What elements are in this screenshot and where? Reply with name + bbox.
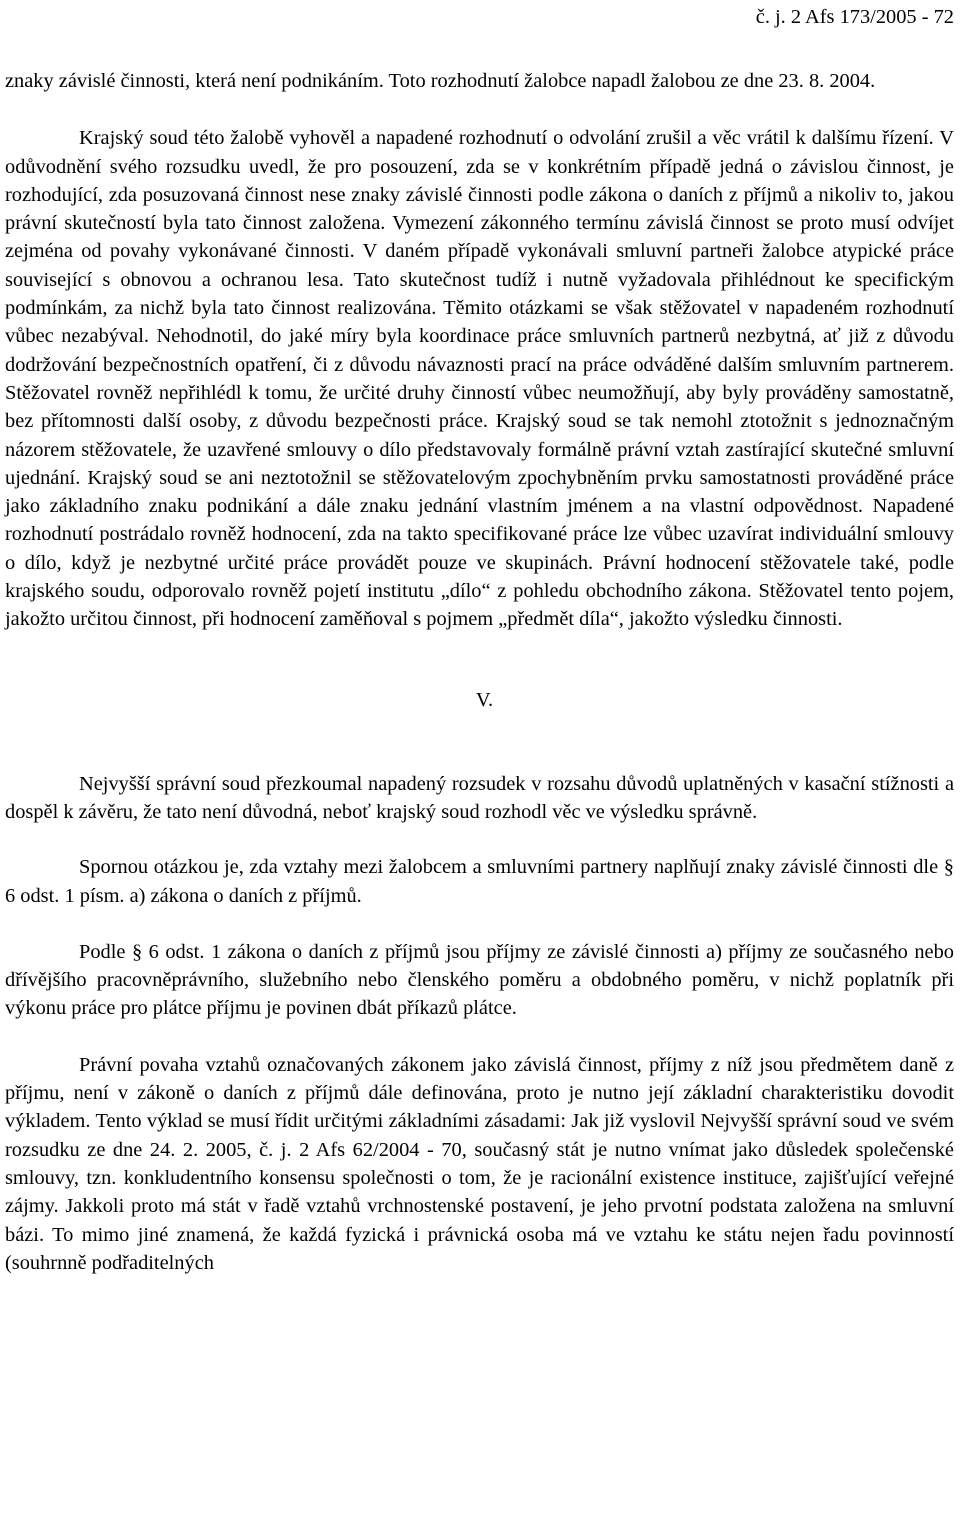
paragraph-regional-court: Krajský soud této žalobě vyhověl a napadené rozhodnutí o odvolání zrušil a věc vrátil k dalšímu řízení. V odůvodnění svého rozsudku uvedl, že pro posouzení, zda se v konkrétním případě jedná o závislou činnost, je rozhodující, zda posuzovaná činnost nese znaky závislé činnosti podle zákona o daních z příjmů a nikoliv to, jakou právní skutečností byla tato činnost založena. Vymezení zákonného termínu závislá činnost se proto musí odvíjet zejména od povahy vykonávané činnosti. V daném případě vykonávali smluvní partneři žalobce atypické práce související s obnovou a ochranou lesa. Tato skutečnost tudíž i nutně vyžadovala přihlédnout ke specifickým podmínkám, za nichž byla tato činnost realizována. Těmito otázkami se však stěžovatel v napadeném rozhodnutí vůbec nezabýval. Nehodnotil, do jaké míry byla koordinace práce smluvních partnerů nezbytná, ať již z důvodu dodržování bezpečnostních opatření, či z důvodu návaznosti prací na práce odváděné dalším smluvním partnerem. Stěžovatel rovněž nepřihlédl k tomu, že určité druhy činností vůbec neumožňují, aby byly prováděny samostatně, bez přítomnosti další osoby, z důvodu bezpečnosti práce. Krajský soud se tak nemohl ztotožnit s jednoznačným názorem stěžovatele, že uzavřené smlouvy o dílo představovaly formálně právní vztah zastírající skutečné smluvní ujednání. Krajský soud se ani neztotožnil se stěžovatelovým zpochybněním prvku samostatnosti prováděné práce jako základního znaku podnikání a dále znaku jednání vlastním jménem a na vlastní odpovědnost. Napadené rozhodnutí postrádalo rovněž hodnocení, zda na takto specifikované práce lze vůbec uzavírat individuální smlouvy o dílo, když je nezbytné určité práce provádět pouze ve skupinách. Právní hodnocení stěžovatele také, podle krajského soudu, odporovalo rovněž pojetí institutu „dílo“ z pohledu obchodního zákona. Stěžovatel tento pojem, jakožto určitou činnost, při hodnocení zaměňoval s pojmem „předmět díla“, jakožto výsledku činnosti.	[5, 127, 954, 631]
document-page	[5, 0, 954, 1277]
paragraph-intro-continuation: znaky závislé činnosti, která není podnikáním. Toto rozhodnutí žalobce napadl žalobou ze dne 23. 8. 2004.	[5, 70, 876, 92]
case-reference: č. j. 2 Afs 173/2005 - 72	[755, 6, 954, 28]
paragraph-supreme-court-review: Nejvyšší správní soud přezkoumal napadený rozsudek v rozsahu důvodů uplatněných v kasační stížnosti a dospěl k závěru, že tato není důvodná, neboť krajský soud rozhodl věc ve výsledku správně.	[5, 772, 954, 823]
paragraph-legal-nature: Právní povaha vztahů označovaných zákonem jako závislá činnost, příjmy z níž jsou předmětem daně z příjmu, není v zákoně o daních z příjmů dále definována, proto je nutno její základní charakteristiku dovodit výkladem. Tento výklad se musí řídit určitými základními zásadami: Jak již vyslovil Nejvyšší správní soud ve svém rozsudku ze dne 24. 2. 2005, č. j. 2 Afs 62/2004 - 70, současný stát je nutno vnímat jako důsledek společenské smlouvy, tzn. konkludentního konsensu společnosti o tom, že je racionální existence instituce, zajišťující veřejné zájmy. Jakkoli proto má stát v řadě vztahů vrchnostenské postavení, je jeho prvotní podstata založena na smluvní bázi. To mimo jiné znamená, že každá fyzická i právnická osoba má ve vztahu ke státu nejen řadu povinností (souhrnně podřaditelných	[5, 1053, 954, 1274]
paragraph-disputed-question: Spornou otázkou je, zda vztahy mezi žalobcem a smluvními partnery naplňují znaky závislé činnosti dle § 6 odst. 1 písm. a) zákona o daních z příjmů.	[5, 856, 954, 907]
paragraph-statute-quote: Podle § 6 odst. 1 zákona o daních z příjmů jsou příjmy ze závislé činnosti a) příjmy ze současného nebo dřívějšího pracovněprávního, služebního nebo členského poměru a obdobného poměru, v nichž poplatník při výkonu práce pro plátce příjmu je povinen dbát příkazů plátce.	[5, 940, 954, 1020]
section-heading: V.	[475, 688, 494, 711]
